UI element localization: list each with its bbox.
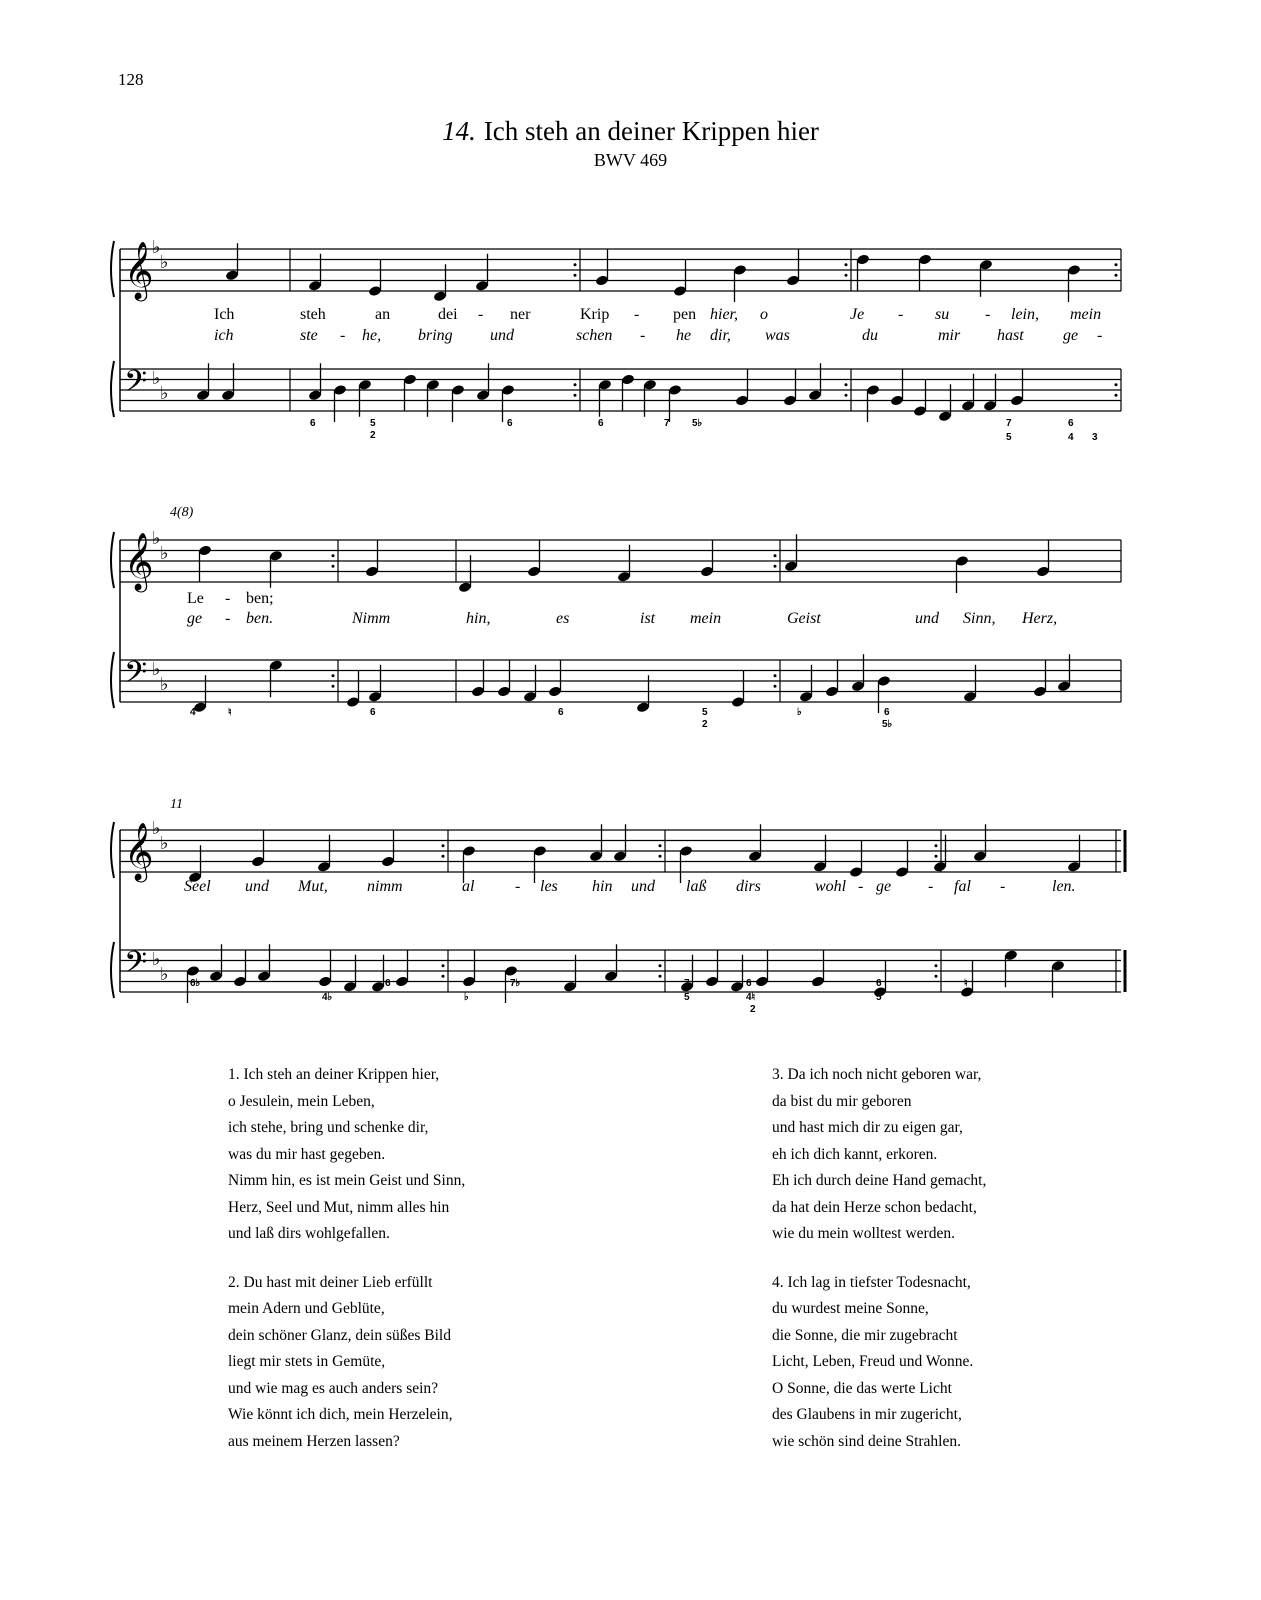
lyric-syllable: - (225, 610, 231, 627)
figured-bass: 6 (884, 707, 890, 718)
brace (111, 942, 114, 998)
lyric-syllable: dei (438, 306, 458, 323)
figured-bass: 2 (702, 719, 708, 730)
figured-bass: 7♭ (510, 978, 521, 989)
lyric-syllable: mein (1070, 306, 1102, 323)
repeat-dot (935, 844, 938, 847)
lyric-syllable: ich (214, 327, 234, 344)
figured-bass: 5♭ (692, 418, 703, 429)
verse-line: Wie könnt ich dich, mein Herzelein, (228, 1406, 453, 1423)
figured-bass: 6 (876, 978, 882, 989)
verses-right-column (772, 1062, 986, 1477)
lyric-syllable: su (935, 306, 950, 323)
flat-icon: ♭ (152, 659, 161, 680)
lyric-syllable: lein, (1011, 306, 1039, 323)
measure-number: 11 (170, 797, 183, 812)
lyric-syllable: o (760, 306, 768, 323)
verse-line: 4. Ich lag in tiefster Todesnacht, (772, 1273, 971, 1291)
lyric-syllable: hin (592, 878, 613, 895)
figured-bass: 5 (684, 992, 690, 1003)
lyric-syllable: ge (1063, 327, 1079, 344)
verse-line: wie schön sind deine Strahlen. (772, 1432, 961, 1450)
song-title-text: Ich steh an deiner Krippen hier (483, 116, 819, 146)
lyric-syllable: Ich (214, 306, 235, 323)
verse-2 (228, 1270, 465, 1456)
figured-bass: 6 (322, 978, 328, 989)
repeat-dot (442, 975, 445, 978)
figured-bass: 6 (385, 978, 391, 989)
repeat-dot (935, 964, 938, 967)
figured-bass: 6 (507, 418, 513, 429)
verse-line: liegt mir stets in Gemüte, (228, 1353, 386, 1370)
lyric-syllable: ben; (246, 590, 274, 607)
verse-line: 1. Ich steh an deiner Krippen hier, (228, 1066, 440, 1083)
flat-icon: ♭ (152, 368, 161, 389)
lyric-syllable: laß (686, 878, 707, 895)
lyric-syllable: nimm (367, 878, 403, 895)
verse-line: und laß dirs wohlgefallen. (228, 1225, 390, 1242)
repeat-dot (442, 855, 445, 858)
lyric-syllable: dirs (736, 878, 761, 895)
verse-line: Licht, Leben, Freud und Wonne. (772, 1353, 974, 1370)
verse-line: O Sonne, die das werte Licht (772, 1379, 952, 1397)
repeat-dot (659, 855, 662, 858)
lyric-syllable: bring (418, 327, 453, 344)
repeat-dot (935, 855, 938, 858)
verse-line: was du mir hast gegeben. (228, 1145, 386, 1163)
flat-icon: ♭ (160, 964, 169, 985)
lyric-syllable: ste (300, 327, 318, 344)
lyric-syllable: Herz, (1022, 610, 1058, 627)
repeat-dot (659, 964, 662, 967)
flat-icon: ♭ (152, 528, 161, 549)
bass-clef-icon: 𝄢 (124, 946, 148, 987)
figured-bass: 6 (598, 418, 604, 429)
lyric-syllable: an (375, 306, 391, 323)
flat-icon: ♭ (152, 237, 161, 258)
verse-line: Eh ich durch deine Hand gemacht, (772, 1172, 987, 1189)
repeat-dot (442, 964, 445, 967)
lyric-syllable: - (478, 306, 484, 323)
flat-icon: ♭ (160, 543, 169, 564)
figured-bass: 7 (464, 978, 470, 989)
lyric-syllable: - (634, 306, 640, 323)
figured-bass: 5 (370, 418, 376, 429)
lyric-syllable: Le (187, 590, 204, 607)
figured-bass: ♮ (228, 707, 232, 718)
figured-bass: 5♭ (882, 719, 893, 730)
lyric-syllable: Mut, (298, 878, 328, 895)
figured-bass: 6 (370, 707, 376, 718)
verse-line: da bist du mir geboren (772, 1092, 912, 1110)
verse-line: Nimm hin, es ist mein Geist und Sinn, (228, 1172, 466, 1189)
lyric-syllable: - (985, 306, 991, 323)
verse-line: die Sonne, die mir zugebracht (772, 1326, 958, 1344)
lyric-syllable: steh (300, 306, 326, 323)
figured-bass: 7 (1006, 418, 1012, 429)
lyric-syllable: hin, (466, 610, 491, 627)
figured-bass: 6 (310, 418, 316, 429)
lyric-syllable: schen (576, 327, 613, 344)
lyric-syllable: Sinn, (963, 610, 996, 627)
figured-bass: 4♭ (322, 992, 333, 1003)
verse-line: aus meinem Herzen lassen? (228, 1432, 400, 1450)
lyric-syllable: mir (938, 327, 961, 344)
measure-number: 4(8) (170, 505, 194, 520)
lyric-syllable: und (245, 878, 269, 895)
lyric-syllable: len. (1052, 878, 1076, 895)
figured-bass: 2 (750, 1004, 756, 1015)
verse-line: o Jesulein, mein Leben, (228, 1092, 375, 1110)
lyric-syllable: und (490, 327, 514, 344)
lyric-syllable: und (631, 878, 655, 895)
figured-bass: 6 (812, 978, 818, 989)
verse-line: da hat dein Herze schon bedacht, (772, 1198, 977, 1216)
figured-bass: 6 (1068, 418, 1074, 429)
lyric-syllable: - (340, 327, 346, 344)
lyric-syllable: Nimm (352, 610, 391, 627)
lyric-syllable: dir, (710, 327, 731, 344)
lyric-syllable: - (858, 878, 864, 895)
lyric-syllable: al (462, 878, 475, 895)
figured-bass: ♭ (797, 707, 802, 718)
lyric-syllable: hier, (710, 306, 738, 323)
verse-4 (772, 1270, 986, 1456)
lyric-syllable: Krip (580, 306, 610, 323)
flat-icon: ♭ (160, 383, 169, 404)
figured-bass: 7 (664, 418, 670, 429)
verse-line: und hast mich dir zu eigen gar, (772, 1119, 963, 1136)
lyric-syllable: - (1000, 878, 1006, 895)
lyric-syllable: he, (362, 327, 382, 344)
verse-line: 3. Da ich noch nicht geboren war, (772, 1066, 982, 1083)
figured-bass: 5 (876, 992, 882, 1003)
verse-3 (772, 1062, 986, 1248)
figured-bass: 6 (746, 978, 752, 989)
brace (111, 822, 114, 878)
lyric-syllable: - (640, 327, 646, 344)
figured-bass: 4 (1068, 432, 1074, 443)
lyric-syllable: ist (640, 610, 656, 627)
lyric-syllable: Seel (184, 878, 211, 895)
flat-icon: ♭ (152, 949, 161, 970)
bass-clef-icon: 𝄢 (124, 656, 148, 697)
lyric-syllable: ner (510, 306, 531, 323)
verse-line: wie du mein wolltest werden. (772, 1225, 955, 1242)
lyric-syllable: ge (187, 610, 203, 627)
verse-line: dein schöner Glanz, dein süßes Bild (228, 1326, 451, 1344)
lyric-syllable: ge (876, 878, 892, 895)
verse-line: ich stehe, bring und schenke dir, (228, 1119, 429, 1136)
lyric-syllable: - (898, 306, 904, 323)
repeat-dot (659, 844, 662, 847)
flat-icon: ♭ (160, 833, 169, 854)
lyric-syllable: wohl (815, 878, 847, 895)
figured-bass: 4♮ (746, 992, 756, 1003)
figured-bass: 2 (370, 430, 376, 441)
bass-clef-icon: 𝄢 (124, 365, 148, 406)
verse-line: und wie mag es auch anders sein? (228, 1379, 439, 1397)
repeat-dot (659, 975, 662, 978)
figured-bass: ♭ (464, 992, 469, 1003)
figured-bass: 5 (1006, 432, 1012, 443)
lyric-syllable: les (540, 878, 558, 895)
catalog-number: BWV 469 (593, 150, 668, 170)
figured-bass: 7 (684, 978, 690, 989)
verse-line: 2. Du hast mit deiner Lieb erfüllt (228, 1273, 433, 1291)
verse-line: des Glaubens in mir zugericht, (772, 1406, 962, 1423)
lyric-syllable: - (515, 878, 521, 895)
lyric-syllable: hast (997, 327, 1024, 344)
verse-line: Herz, Seel und Mut, nimm alles hin (228, 1198, 450, 1216)
lyric-syllable: - (1097, 327, 1103, 344)
figured-bass: 3 (1092, 432, 1098, 443)
bass-staff (120, 944, 1121, 1003)
lyric-syllable: es (556, 610, 570, 627)
lyric-syllable: ben. (246, 610, 274, 627)
treble-clef-icon: 𝄞 (124, 241, 154, 299)
treble-staff (120, 818, 1121, 883)
page-number: 128 (118, 70, 144, 89)
figured-bass: 6 (558, 707, 564, 718)
flat-icon: ♭ (160, 252, 169, 273)
song-number: 14. (442, 116, 476, 146)
lyric-syllable: Geist (787, 610, 821, 627)
lyric-syllable: - (225, 590, 231, 607)
flat-icon: ♭ (160, 674, 169, 695)
verse-line: eh ich dich kannt, erkoren. (772, 1145, 938, 1163)
lyric-syllable: fal (954, 878, 971, 895)
lyric-syllable: pen (673, 306, 697, 323)
verse-line: mein Adern und Geblüte, (228, 1300, 385, 1317)
treble-clef-icon: 𝄞 (124, 822, 154, 880)
treble-clef-icon: 𝄞 (124, 532, 154, 590)
lyric-syllable: und (915, 610, 939, 627)
repeat-dot (935, 975, 938, 978)
verse-1 (228, 1062, 465, 1248)
repeat-dot (442, 844, 445, 847)
lyric-syllable: du (862, 327, 878, 344)
lyric-syllable: he (676, 327, 692, 344)
figured-bass: 6♭ (190, 978, 201, 989)
figured-bass: ♮ (964, 978, 968, 989)
flat-icon: ♭ (152, 818, 161, 839)
lyric-syllable: - (928, 878, 934, 895)
lyric-syllable: was (765, 327, 790, 344)
verse-line: du wurdest meine Sonne, (772, 1300, 929, 1317)
figured-bass: 4 (190, 707, 196, 718)
lyric-syllable: Je (850, 306, 865, 323)
lyric-syllable: mein (690, 610, 722, 627)
figured-bass: 5 (702, 707, 708, 718)
verses-left-column (228, 1062, 465, 1477)
